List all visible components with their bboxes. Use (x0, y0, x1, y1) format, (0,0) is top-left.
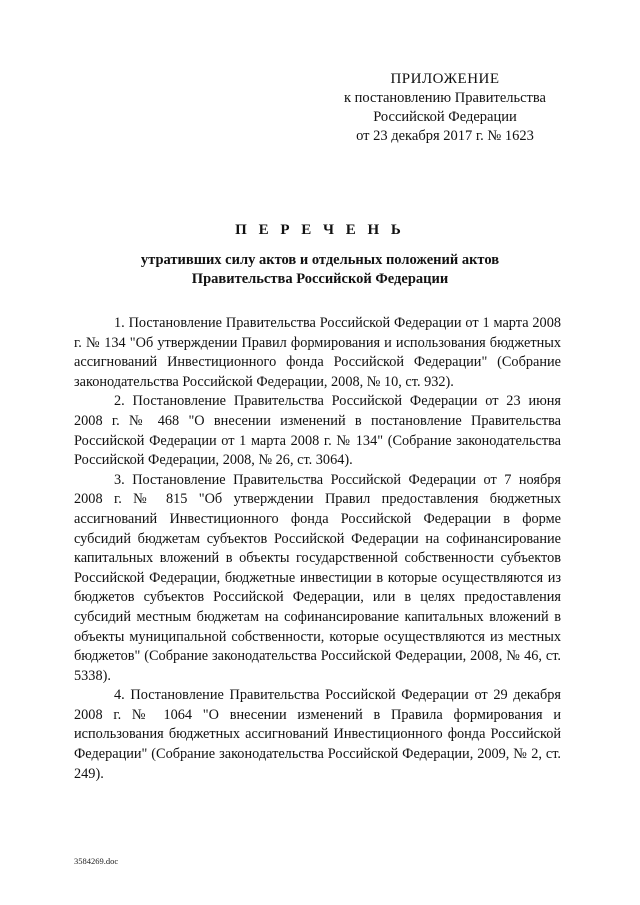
footer-doc-id: 3584269.doc (74, 856, 119, 866)
list-item: 3. Постановление Правительства Российской Федерации от 7 ноября 2008 г. № 815 "Об утверждении Правил предоставления бюджетных ассигнований Инвестиционного фонда Российской Федерации в форме субсидий бюджетам субъектов Российской Федерации на софинансирование капитальных вложений в объекты государственной собственности субъектов Российской Федерации, бюджетные инвестиции в которые осуществляются из бюджетов субъектов Российской Федерации, или в целях предоставления субсидий местным бюджетам на софинансирование капитальных вложений в объекты муниципальной собственности, которые осуществляются из местных бюджетов" (Собрание законодательства Российской Федерации, 2008, № 46, ст. 5338). (74, 471, 561, 684)
appendix-title: ПРИЛОЖЕНИЕ (390, 71, 500, 87)
heading-title: П Е Р Е Ч Е Н Ь (235, 222, 405, 238)
list-item: 4. Постановление Правительства Российской Федерации от 29 декабря 2008 г. № 1064 "О внесении изменений в Правила формирования и использования бюджетных ассигнований Инвестиционного фонда Российской Федерации" (Собрание законодательства Российской Федерации, 2009, № 2, ст. 249). (74, 687, 561, 782)
appendix-block (330, 70, 560, 146)
list-item: 1. Постановление Правительства Российской Федерации от 1 марта 2008 г. № 134 "Об утверждении Правил формирования и использования бюджетных ассигнований Инвестиционного фонда Российской Федерации" (Собрание законодательства Российской Федерации, 2008, № 10, ст. 932). (74, 315, 561, 390)
heading-subtitle-line-1: утративших силу актов и отдельных положений актов (140, 252, 500, 268)
appendix-line-2: Российской Федерации (373, 109, 517, 125)
appendix-line-1: к постановлению Правительства (344, 90, 546, 106)
heading-subtitle-line-2: Правительства Российской Федерации (191, 271, 449, 287)
appendix-line-3: от 23 декабря 2017 г. № 1623 (356, 128, 534, 144)
list-item: 2. Постановление Правительства Российской Федерации от 23 июня 2008 г. № 468 "О внесении изменений в постановление Правительства Российской Федерации от 1 марта 2008 г. № 134" (Собрание законодательства Российской Федерации, 2008, № 26, ст. 3064). (74, 393, 561, 469)
document-heading (70, 222, 570, 289)
document-body (74, 314, 561, 784)
